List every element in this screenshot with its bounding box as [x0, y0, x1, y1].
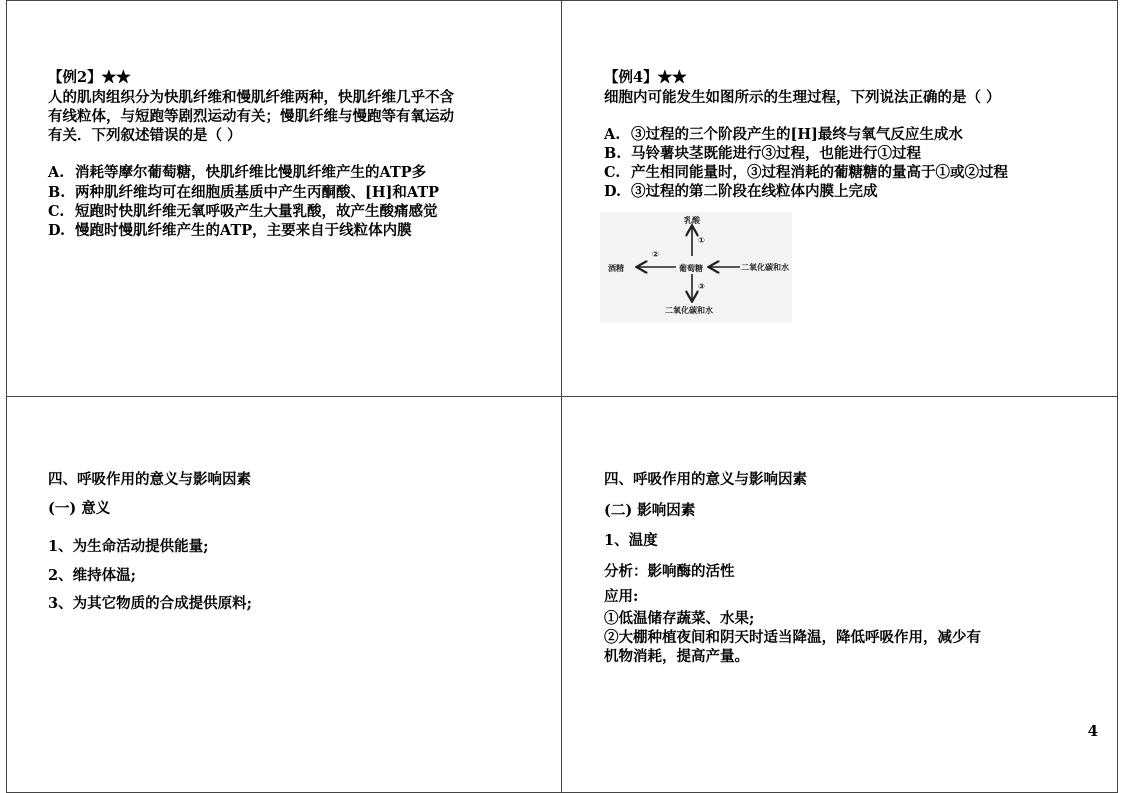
option-text: 产生相同能量时，③过程消耗的葡糖糖的量高于①或②过程	[631, 164, 1008, 181]
slide4-application-line: ②大棚种植夜间和阴天时适当降温，降低呼吸作用，减少有	[604, 629, 981, 646]
slide3-title: 四、呼吸作用的意义与影响因素	[48, 471, 251, 488]
option-text: 短跑时快肌纤维无氧呼吸产生大量乳酸，故产生酸痛感觉	[75, 203, 438, 220]
slide4-subtitle: (二) 影响因素	[604, 502, 696, 519]
respiration-pathway-diagram	[600, 212, 792, 322]
diagram-right-label: 二氧化碳和水	[741, 263, 789, 272]
page-number: 4	[1087, 722, 1098, 740]
slide3-subtitle: (一) 意义	[48, 500, 111, 517]
option-text: 消耗等摩尔葡萄糖，快肌纤维比慢肌纤维产生的ATP多	[75, 164, 427, 181]
option-label: C.	[604, 164, 621, 181]
slide4-application-label: 应用:	[604, 588, 639, 605]
slide4-title: 四、呼吸作用的意义与影响因素	[604, 471, 807, 488]
example-2-option-b	[48, 183, 439, 202]
example-4-option-c	[604, 163, 1008, 182]
diagram-top-label: 乳酸	[684, 216, 700, 225]
option-label: A.	[48, 164, 65, 181]
option-text: ③过程的三个阶段产生的[H]最终与氧气反应生成水	[631, 126, 963, 143]
option-text: 慢跑时慢肌纤维产生的ATP，主要来自于线粒体内膜	[75, 222, 412, 239]
example-4-option-b	[604, 144, 921, 163]
option-label: B.	[48, 184, 66, 201]
diagram-mark-1: ①	[698, 236, 705, 245]
option-text: 马铃薯块茎既能进行③过程，也能进行①过程	[631, 145, 921, 162]
diagram-mark-2: ②	[652, 250, 659, 259]
example-4-option-d	[604, 182, 878, 201]
diagram-center-label: 葡萄糖	[679, 264, 703, 273]
example-2-heading: 【例2】★★	[48, 69, 131, 86]
option-label: D.	[48, 222, 66, 239]
option-label: A.	[604, 126, 621, 143]
option-label: B.	[604, 145, 622, 162]
option-label: C.	[48, 203, 65, 220]
option-text: 两种肌纤维均可在细胞质基质中产生丙酮酸、[H]和ATP	[75, 184, 440, 201]
example-2-question-line: 人的肌肉组织分为快肌纤维和慢肌纤维两种，快肌纤维几乎不含	[48, 89, 454, 106]
diagram-mark-3: ③	[698, 282, 705, 291]
example-2-option-a	[48, 163, 426, 182]
example-4-heading: 【例4】★★	[604, 69, 687, 86]
slide4-point: 1、温度	[604, 532, 658, 549]
slide-panel-4	[561, 396, 1118, 793]
option-label: D.	[604, 183, 622, 200]
slide4-analysis: 分析：影响酶的活性	[604, 563, 735, 580]
diagram-left-label: 酒精	[608, 264, 624, 273]
example-4-question: 细胞内可能发生如图所示的生理过程，下列说法正确的是（ ）	[604, 89, 1001, 106]
slide3-list-item: 3、为其它物质的合成提供原料;	[48, 595, 252, 612]
example-2-option-c	[48, 202, 438, 221]
slide3-list-item: 2、维持体温;	[48, 567, 136, 584]
option-text: ③过程的第二阶段在线粒体内膜上完成	[631, 183, 878, 200]
example-4-option-a	[604, 125, 963, 144]
slide4-application-line: 机物消耗，提高产量。	[604, 648, 749, 665]
slide3-list-item: 1、为生命活动提供能量;	[48, 538, 209, 555]
diagram-bottom-label: 二氧化碳和水	[665, 306, 713, 315]
example-2-question-line: 有关．下列叙述错误的是（ ）	[48, 127, 242, 144]
example-2-question-line: 有线粒体，与短跑等剧烈运动有关；慢肌纤维与慢跑等有氧运动	[48, 108, 454, 125]
slide4-application-line: ①低温储存蔬菜、水果;	[604, 610, 755, 627]
example-2-option-d	[48, 221, 412, 240]
